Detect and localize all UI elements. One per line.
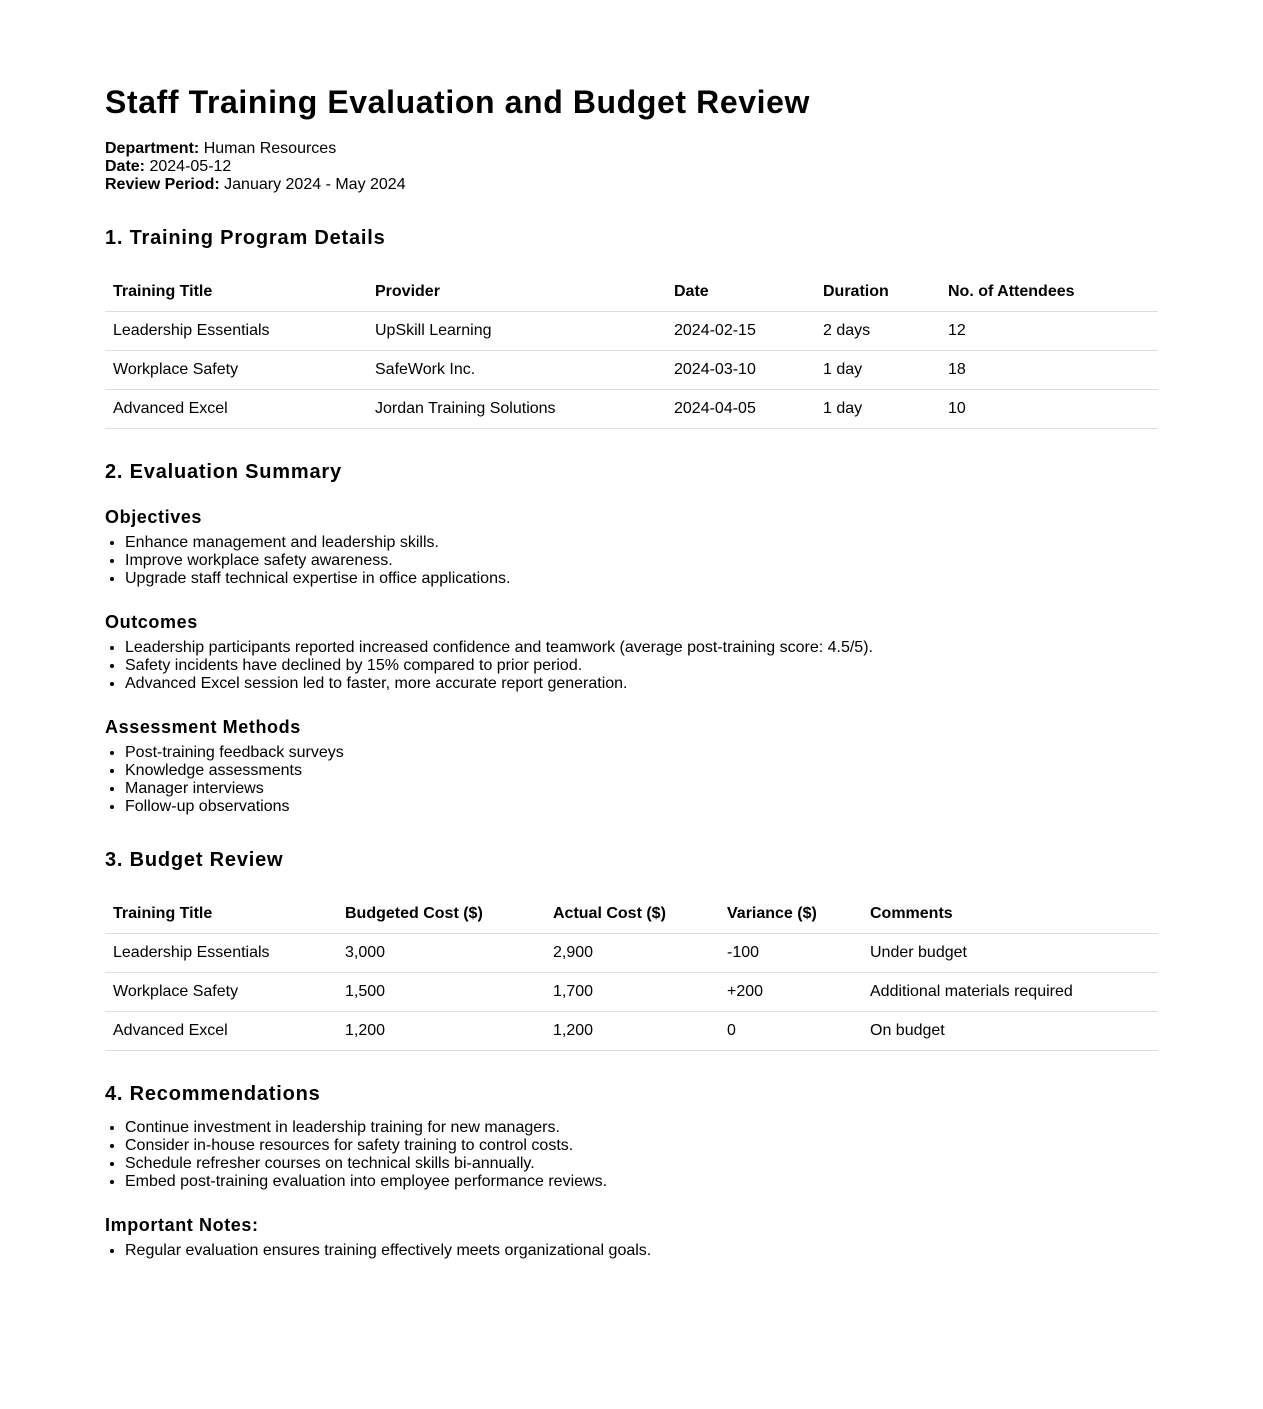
table-header-row [105,894,1158,934]
subheading-assessment-methods: Assessment Methods [105,717,301,737]
table-row [105,390,1158,429]
column-header: Budgeted Cost ($) [337,894,545,934]
training-details-table [105,272,1158,429]
table-cell: Leadership Essentials [105,934,337,973]
list-item: • Knowledge assessments [125,762,1158,780]
meta-date-label: Date: [105,158,146,175]
outcomes-list [105,639,1158,693]
meta-date [105,158,1158,176]
list-item: • Improve workplace safety awareness. [125,552,1158,570]
table-cell: Workplace Safety [105,351,367,390]
list-item: • Schedule refresher courses on technical skills bi-annually. [125,1155,1158,1173]
objectives-list [105,534,1158,588]
column-header: Training Title [105,272,367,312]
table-cell: 2,900 [545,934,719,973]
meta-period [105,176,1158,194]
table-cell: UpSkill Learning [367,312,666,351]
table-row [105,934,1158,973]
column-header: Comments [862,894,1158,934]
table-cell: 12 [940,312,1158,351]
column-header: Variance ($) [719,894,862,934]
table-cell: 10 [940,390,1158,429]
table-cell: +200 [719,973,862,1012]
recommendations-list [105,1119,1158,1191]
list-item: • Enhance management and leadership skills. [125,534,1158,552]
table-cell: SafeWork Inc. [367,351,666,390]
list-item: • Upgrade staff technical expertise in office applications. [125,570,1158,588]
list-item: • Post-training feedback surveys [125,744,1158,762]
column-header: Date [666,272,815,312]
table-cell: 1,700 [545,973,719,1012]
column-header: Actual Cost ($) [545,894,719,934]
table-row [105,973,1158,1012]
column-header: Provider [367,272,666,312]
meta-department-label: Department: [105,140,200,157]
budget-review-table [105,894,1158,1051]
list-item: • Follow-up observations [125,798,1158,816]
section-heading-training-details: 1. Training Program Details [105,227,386,249]
table-cell: 1,500 [337,973,545,1012]
table-cell: 3,000 [337,934,545,973]
table-cell: Under budget [862,934,1158,973]
table-cell: 2024-03-10 [666,351,815,390]
meta-period-value: January 2024 - May 2024 [224,176,406,193]
list-item: • Regular evaluation ensures training effectively meets organizational goals. [125,1242,1158,1260]
meta-date-value: 2024-05-12 [149,158,232,175]
page-title: Staff Training Evaluation and Budget Review [105,84,811,120]
list-item: • Leadership participants reported increased confidence and teamwork (average post-training score: 4.5/5). [125,639,1158,657]
table-cell: 2024-04-05 [666,390,815,429]
table-row [105,312,1158,351]
table-cell: 1 day [815,390,940,429]
list-item: • Embed post-training evaluation into employee performance reviews. [125,1173,1158,1191]
table-cell: Additional materials required [862,973,1158,1012]
subheading-outcomes: Outcomes [105,612,198,632]
meta-department-value: Human Resources [203,140,337,157]
subheading-important-notes: Important Notes: [105,1215,259,1235]
table-cell: Leadership Essentials [105,312,367,351]
important-notes-container [105,1236,1158,1269]
column-header: Duration [815,272,940,312]
table-header-row [105,272,1158,312]
list-item: • Consider in-house resources for safety training to control costs. [125,1137,1158,1155]
column-header: No. of Attendees [940,272,1158,312]
list-item: • Advanced Excel session led to faster, more accurate report generation. [125,675,1158,693]
document-meta [105,140,1158,194]
list-item: • Continue investment in leadership training for new managers. [125,1119,1158,1137]
important-notes-list [105,1242,1158,1260]
table-cell: 1,200 [545,1012,719,1051]
table-cell: 1,200 [337,1012,545,1051]
section-heading-evaluation-summary: 2. Evaluation Summary [105,461,342,483]
section-heading-budget-review: 3. Budget Review [105,849,284,871]
table-cell: 0 [719,1012,862,1051]
table-cell: On budget [862,1012,1158,1051]
section-heading-recommendations: 4. Recommendations [105,1083,321,1105]
table-cell: Workplace Safety [105,973,337,1012]
assessment-methods-list [105,744,1158,816]
column-header: Training Title [105,894,337,934]
table-cell: Jordan Training Solutions [367,390,666,429]
subheading-objectives: Objectives [105,507,203,527]
table-cell: 1 day [815,351,940,390]
meta-period-label: Review Period: [105,176,220,193]
table-cell: Advanced Excel [105,1012,337,1051]
document [105,80,1158,1269]
table-cell: 2024-02-15 [666,312,815,351]
table-cell: 2 days [815,312,940,351]
table-cell: -100 [719,934,862,973]
table-cell: Advanced Excel [105,390,367,429]
meta-department [105,140,1158,158]
table-row [105,1012,1158,1051]
table-cell: 18 [940,351,1158,390]
table-row [105,351,1158,390]
list-item: • Manager interviews [125,780,1158,798]
list-item: • Safety incidents have declined by 15% compared to prior period. [125,657,1158,675]
